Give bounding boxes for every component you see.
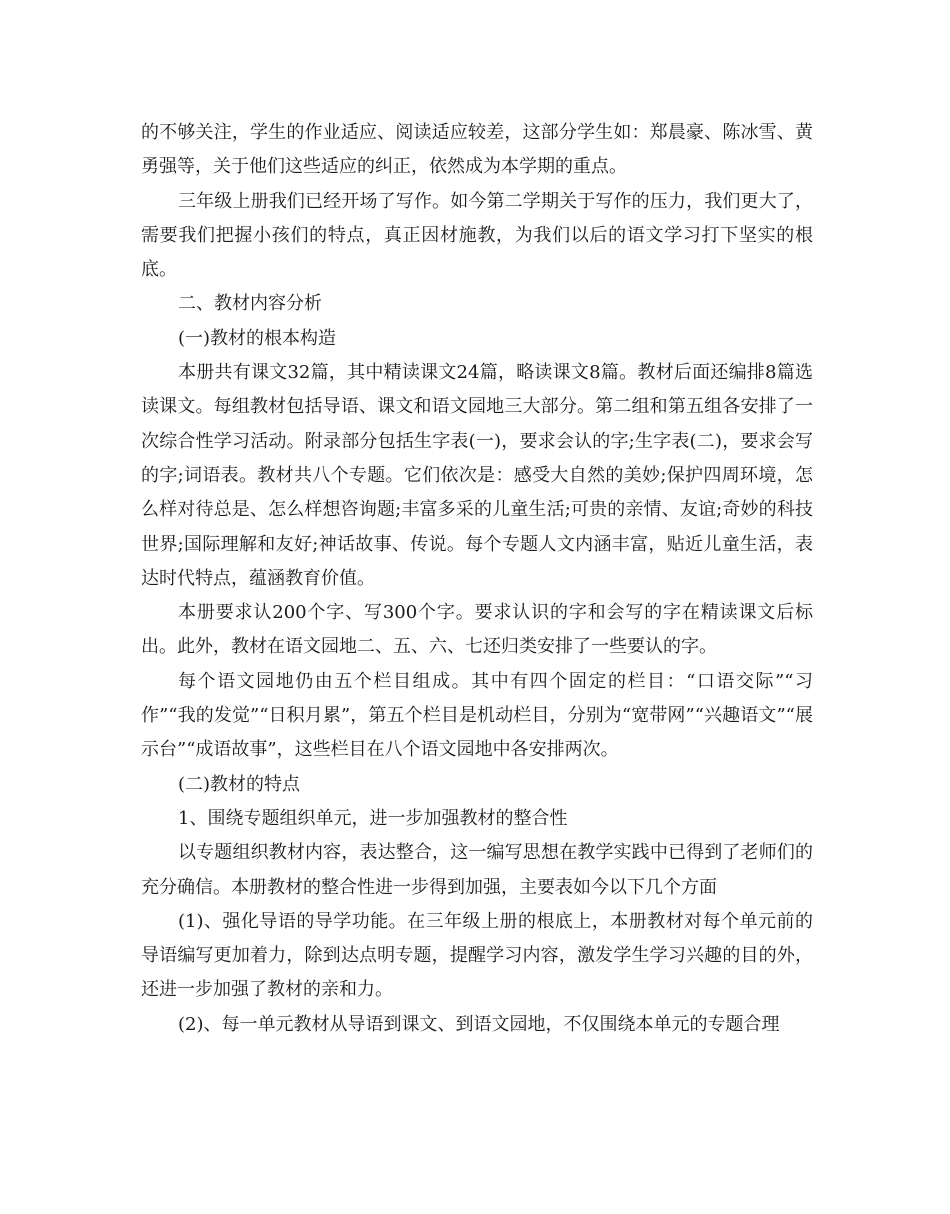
- paragraph: 以专题组织教材内容，表达整合，这一编写思想在教学实践中已得到了老师们的充分确信。本册教材的整合性进一步得到加强，主要表如今以下几个方面: [141, 842, 813, 898]
- section-heading: 二、教材内容分析: [178, 293, 322, 315]
- subsection-heading: (二)教材的特点: [178, 773, 301, 795]
- paragraph: (1)、强化导语的导学功能。在三年级上册的根底上，本册教材对每个单元前的导语编写更加着力，除到达点明专题，提醒学习内容，激发学生学习兴趣的目的外，还进一步加强了教材的亲和力。: [141, 910, 813, 1001]
- subsection-heading: 1、围绕专题组织单元，进一步加强教材的整合性: [178, 807, 568, 829]
- paragraph: 本册共有课文32篇，其中精读课文24篇，略读课文8篇。教材后面还编排8篇选读课文。每组教材包括导语、课文和语文园地三大部分。第二组和第五组各安排了一次综合性学习活动。附录部分包括生字表(一)，要求会认的字;生字表(二)，要求会写的字;词语表。教材共八个专题。它们依次是：感受大自然的美妙;保护四周环境，怎么样对待总是、怎么样想咨询题;丰富多采的儿童生活;可贵的亲情、友谊;奇妙的科技世界;国际理解和友好;神话故事、传说。每个专题人文内涵丰富，贴近儿童生活，表达时代特点，蕴涵教育价值。: [141, 362, 813, 589]
- paragraph: 本册要求认200个字、写300个字。要求认识的字和会写的字在精读课文后标出。此外，教材在语文园地二、五、六、七还归类安排了一些要认的字。: [141, 602, 813, 658]
- paragraph: 三年级上册我们已经开场了写作。如今第二学期关于写作的压力，我们更大了，需要我们把握小孩们的特点，真正因材施教，为我们以后的语文学习打下坚实的根底。: [141, 190, 813, 281]
- paragraph: (2)、每一单元教材从导语到课文、到语文园地，不仅围绕本单元的专题合理: [178, 1013, 780, 1035]
- paragraph: 的不够关注，学生的作业适应、阅读适应较差，这部分学生如：郑晨豪、陈冰雪、黄勇强等，关于他们这些适应的纠正，依然成为本学期的重点。: [141, 122, 813, 178]
- paragraph: 每个语文园地仍由五个栏目组成。其中有四个固定的栏目：“口语交际”“习作”“我的发觉”“日积月累”，第五个栏目是机动栏目，分别为“宽带网”“兴趣语文”“展示台”“成语故事”，这些栏目在八个语文园地中各安排两次。: [141, 670, 813, 761]
- subsection-heading: (一)教材的根本构造: [178, 327, 337, 349]
- document-body: [141, 116, 813, 1042]
